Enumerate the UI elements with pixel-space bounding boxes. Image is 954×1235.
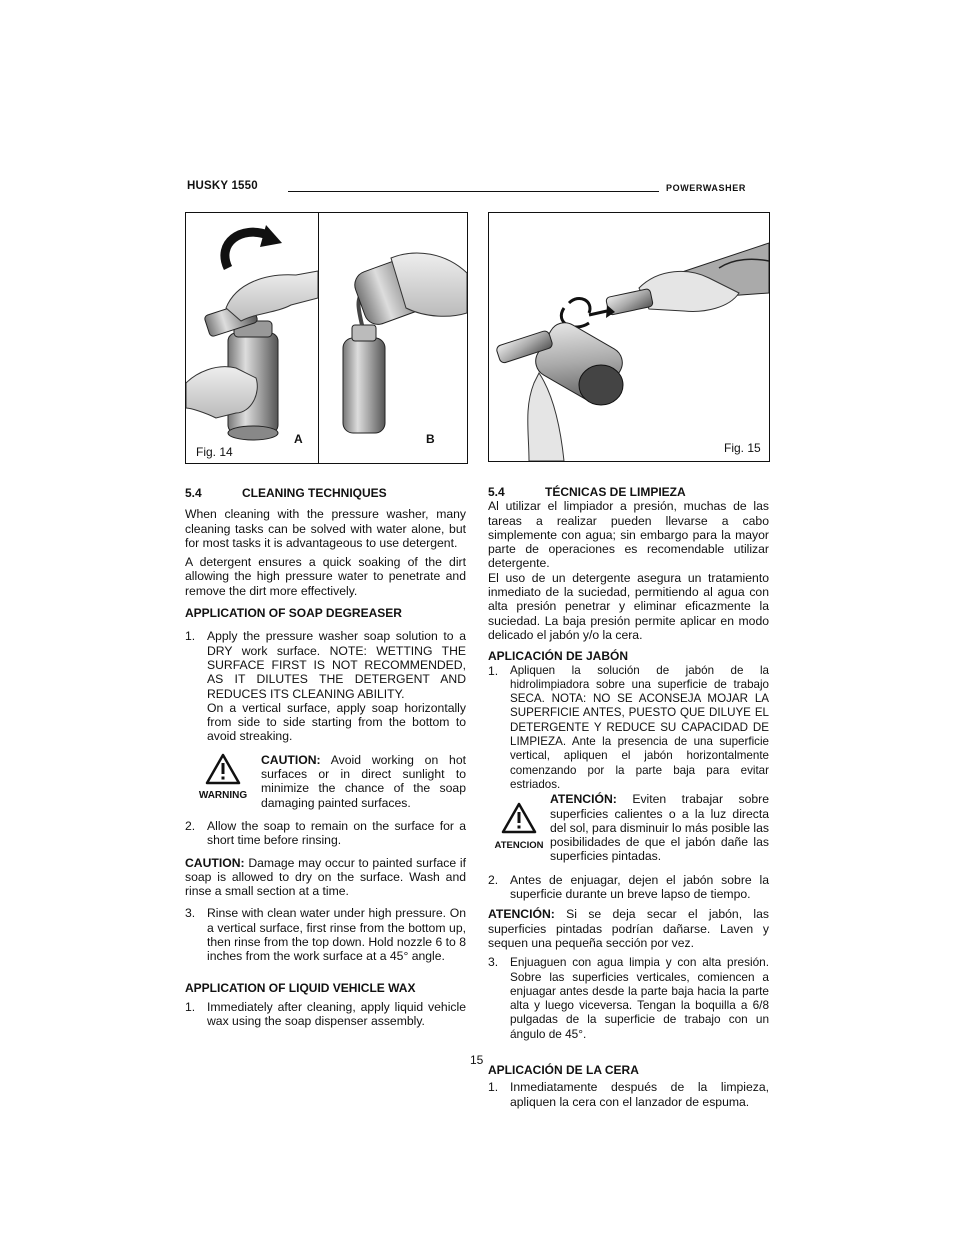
en-warning-icon: WARNING (185, 753, 261, 810)
fig14-divider (318, 213, 319, 463)
fig15-illustration (489, 213, 769, 461)
header-model: HUSKY 1550 (187, 180, 258, 192)
figure-14 (185, 212, 468, 464)
es-intro-1: Al utilizar el limpiador a presión, muchas de las tareas a realizar pueden llevarse a cabo simplemente con agua; sin embargo para la mayor parte de operaciones es recomendable utilizar detergente. (488, 499, 769, 571)
es-step-2: 2. Antes de enjuagar, dejen el jabón sobre la superficie durante un breve lapso de tiempo. (488, 872, 769, 902)
en-intro-1: When cleaning with the pressure washer, many cleaning tasks can be solved with water alone, but for most tasks it is advantageous to use detergent. (185, 507, 466, 550)
en-wax-heading: APPLICATION OF LIQUID VEHICLE WAX (185, 980, 416, 995)
warning-triangle-icon (501, 802, 537, 834)
fig14-panel-b: B (426, 432, 435, 446)
en-warning-text: CAUTION: Avoid working on hot surfaces or in direct sunlight to minimize the chance of the soap damaging painted surfaces. (261, 752, 467, 810)
warning-triangle-icon (205, 753, 241, 785)
en-step-2: 2. Allow the soap to remain on the surface for a short time before rinsing. (185, 818, 466, 848)
es-warning-icon: ATENCION (488, 792, 550, 863)
figure-15 (488, 212, 770, 462)
page-number: 15 (470, 1053, 484, 1067)
header-product: POWERWASHER (666, 183, 746, 193)
es-step-3: 3. Enjuaguen con agua limpia y con alta presión. Sobre las superficies verticales, comiencen a enjuagar antes desde la parte baja hacia la parte alta y luego viceversa. Tengan la boquilla a 6/8 pulgadas de la superficie de trabajo con un ángulo de 45°. (488, 955, 769, 1041)
fig14-panel-a: A (294, 432, 303, 446)
en-intro-2: A detergent ensures a quick soaking of the dirt allowing the high pressure water to penetrate and remove the dirt more effectively. (185, 555, 466, 598)
en-section-heading: 5.4 CLEANING TECHNIQUES (185, 486, 387, 500)
en-step-3: 3. Rinse with clean water under high pressure. On a vertical surface, first rinse from the bottom up, then rinse from the top down. Hold nozzle 6 to 8 inches from the work surface at a 45° angle. (185, 906, 466, 964)
es-caution: ATENCIÓN: Si se deja secar el jabón, las superficies pintadas podrían dañarse. Laven y sequen una pequeña sección por vez. (488, 907, 769, 950)
en-step-1: 1. Apply the pressure washer soap solution to a DRY work surface. NOTE: WETTING THE SURFACE FIRST IS NOT RECOMMENDED, AS IT DILUTES THE DETERGENT AND REDUCES ITS CLEANING ABILITY. On a vertical surface, apply soap horizontally from side to side starting from the bottom to avoid streaking. (185, 629, 466, 744)
es-warning-box (488, 792, 769, 863)
es-intro-2: El uso de un detergente asegura un tratamiento inmediato de la suciedad, permitiendo al agua con alta presión penetrar y eliminar eficazmente la suciedad. La baja presión permite aplicar en modo delicado el jabón y/o la cera. (488, 570, 769, 642)
fig15-label: Fig. 15 (724, 441, 761, 455)
es-wax-heading: APLICACIÓN DE LA CERA (488, 1062, 639, 1077)
rotation-arrow-icon (225, 232, 268, 268)
soap-bottle-b (343, 338, 385, 433)
spanish-column (488, 485, 769, 1109)
es-soap-heading: APLICACIÓN DE JABÓN (488, 649, 629, 664)
insert-arrow-icon (589, 311, 607, 315)
english-column (185, 486, 466, 1029)
es-section-heading: 5.4 TÉCNICAS DE LIMPIEZA (488, 485, 686, 499)
es-warning-text: ATENCIÓN: Eviten trabajar sobre superficies calientes o a la luz directa del sol, para disminuir lo más posible las posibilidades de que el jabón dañe las superficies pintadas. (550, 792, 769, 864)
en-warning-box (185, 753, 466, 810)
es-step-1: 1. Apliquen la solución de jabón de la hidrolimpiadora sobre una superficie de trabajo SECA. NOTA: NO SE ACONSEJA MOJAR LA SUPERFICIE ANTES, PUESTO QUE DILUYE EL DETERGENTE Y REDUCE SU CAPACIDAD DE LIMPIEZA. Ante la presencia de una superficie vertical, apliquen el jabón horizontalmente comenzando por la parte baja para evitar estriados. (488, 663, 769, 791)
fig14-label: Fig. 14 (196, 445, 233, 459)
en-soap-heading: APPLICATION OF SOAP DEGREASER (185, 606, 402, 621)
en-wax-step-1: 1. Immediately after cleaning, apply liquid vehicle wax using the soap dispenser assembly. (185, 999, 466, 1029)
fig14-illustration (186, 213, 467, 463)
es-wax-step-1: 1. Inmediatamente después de la limpieza, apliquen la cera con el lanzador de espuma. (488, 1080, 769, 1109)
en-caution: CAUTION: Damage may occur to painted surface if soap is allowed to dry on the surface. Wash and rinse a small section at a time. (185, 855, 466, 899)
header-rule (288, 191, 659, 192)
